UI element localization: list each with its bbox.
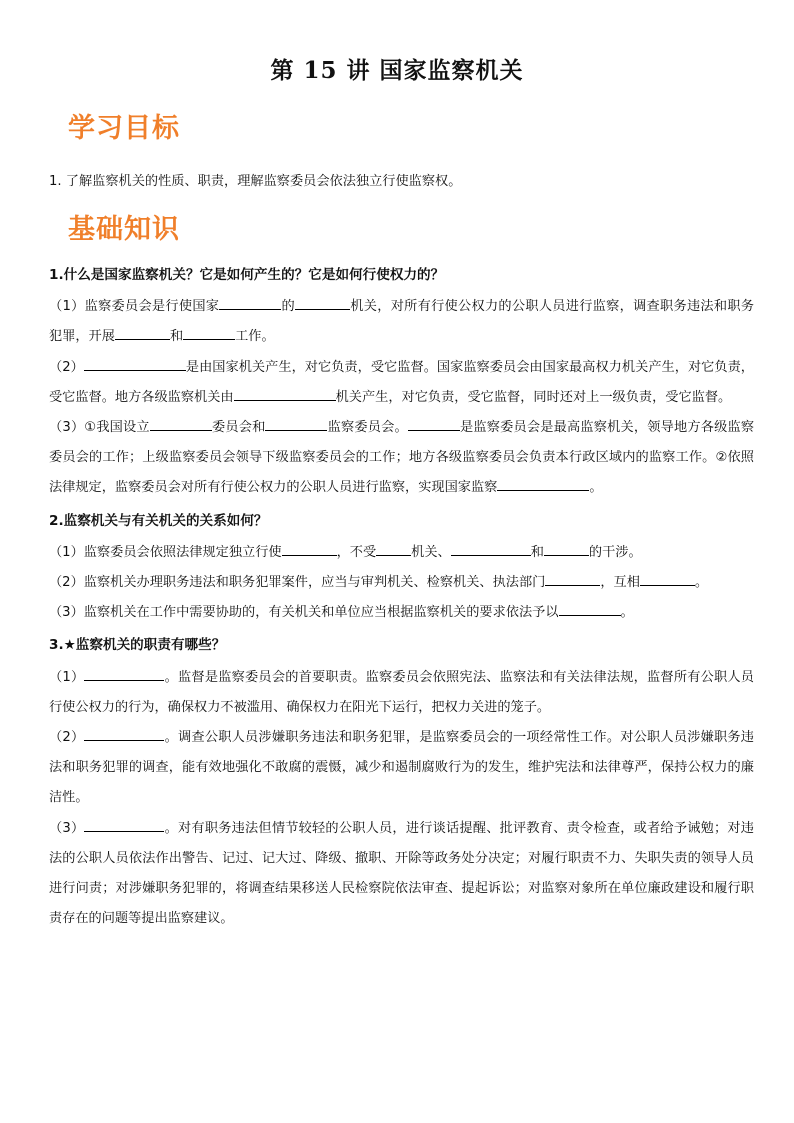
q2-item-1: （1）监察委员会依照法律规定独立行使 ，不受 机关、 和 的干涉。 (49, 538, 754, 568)
section-heading-objectives: 学习目标 (68, 113, 180, 144)
page-title: 第 15 讲 国家监察机关 (270, 57, 524, 84)
fill-blank[interactable] (545, 570, 600, 586)
fill-blank[interactable] (559, 600, 621, 616)
objective-text: 1. 了解监察机关的性质、职责，理解监察委员会依法独立行使监察权。 (49, 174, 462, 189)
content-body (49, 258, 754, 934)
q3-item-2: （2） 。调查公职人员涉嫌职务违法和职务犯罪，是监察委员会的一项经常性工作。对公职人员涉嫌职务违法和职务犯罪的调查，能有效地强化不敢腐的震慑，减少和遏制腐败行为的发生，维护宪法和法律尊严，保持公权力的廉洁性。 (49, 723, 754, 814)
fill-blank[interactable] (408, 415, 460, 431)
fill-blank[interactable] (295, 294, 350, 310)
fill-blank[interactable] (219, 294, 281, 310)
q1-item-2: （2） 是由国家机关产生，对它负责，受它监督。国家监察委员会由国家最高权力机关产生，对它负责，受它监督。地方各级监察机关由 机关产生，对它负责，受它监督，同时还对上一级负责，受它监督。 (49, 353, 754, 413)
q2-item-2: （2）监察机关办理职务违法和职务犯罪案件，应当与审判机关、检察机关、执法部门 ，互相 。 (49, 568, 754, 598)
fill-blank[interactable] (84, 816, 164, 832)
section-heading-basics: 基础知识 (68, 214, 180, 245)
q3-item-3: （3） 。对有职务违法但情节较轻的公职人员，进行谈话提醒、批评教育、责令检查，或者给予诫勉；对违法的公职人员依法作出警告、记过、记大过、降级、撤职、开除等政务处分决定；对履行职责不力、失职失责的领导人员进行问责；对涉嫌职务犯罪的，将调查结果移送人民检察院依法审查、提起诉讼；对监察对象所在单位廉政建设和履行职责存在的问题等提出监察建议。 (49, 814, 754, 935)
question-3-title: 3.★监察机关的职责有哪些？ (49, 637, 226, 654)
question-1-title: 1.什么是国家监察机关？它是如何产生的？它是如何行使权力的？ (49, 267, 445, 283)
fill-blank[interactable] (150, 415, 212, 431)
fill-blank[interactable] (84, 355, 186, 371)
fill-blank[interactable] (497, 475, 589, 491)
q2-item-3: （3）监察机关在工作中需要协助的，有关机关和单位应当根据监察机关的要求依法予以 。 (49, 598, 754, 628)
fill-blank[interactable] (282, 540, 337, 556)
question-2-title: 2.监察机关与有关机关的关系如何？ (49, 512, 268, 529)
fill-blank[interactable] (451, 540, 531, 556)
fill-blank[interactable] (234, 385, 336, 401)
q1-item-3: （3）①我国设立 委员会和 监察委员会。 是监察委员会是最高监察机关，领导地方各级监察委员会的工作；上级监察委员会领导下级监察委员会的工作；地方各级监察委员会负责本行政区域内的监察工作。②依照法律规定，监察委员会对所有行使公权力的公职人员进行监察，实现国家监察 。 (49, 413, 754, 504)
fill-blank[interactable] (84, 665, 164, 681)
fill-blank[interactable] (640, 570, 695, 586)
fill-blank[interactable] (376, 540, 411, 556)
q1-item-1: （1）监察委员会是行使国家 的 机关，对所有行使公权力的公职人员进行监察，调查职务违法和职务犯罪，开展 和 工作。 (49, 292, 754, 352)
fill-blank[interactable] (265, 415, 327, 431)
fill-blank[interactable] (84, 725, 164, 741)
fill-blank[interactable] (544, 540, 589, 556)
fill-blank[interactable] (115, 324, 170, 340)
fill-blank[interactable] (183, 324, 235, 340)
q3-item-1: （1） 。监督是监察委员会的首要职责。监察委员会依照宪法、监察法和有关法律法规，监督所有公职人员行使公权力的行为，确保权力不被滥用、确保权力在阳光下运行，把权力关进的笼子。 (49, 663, 754, 723)
